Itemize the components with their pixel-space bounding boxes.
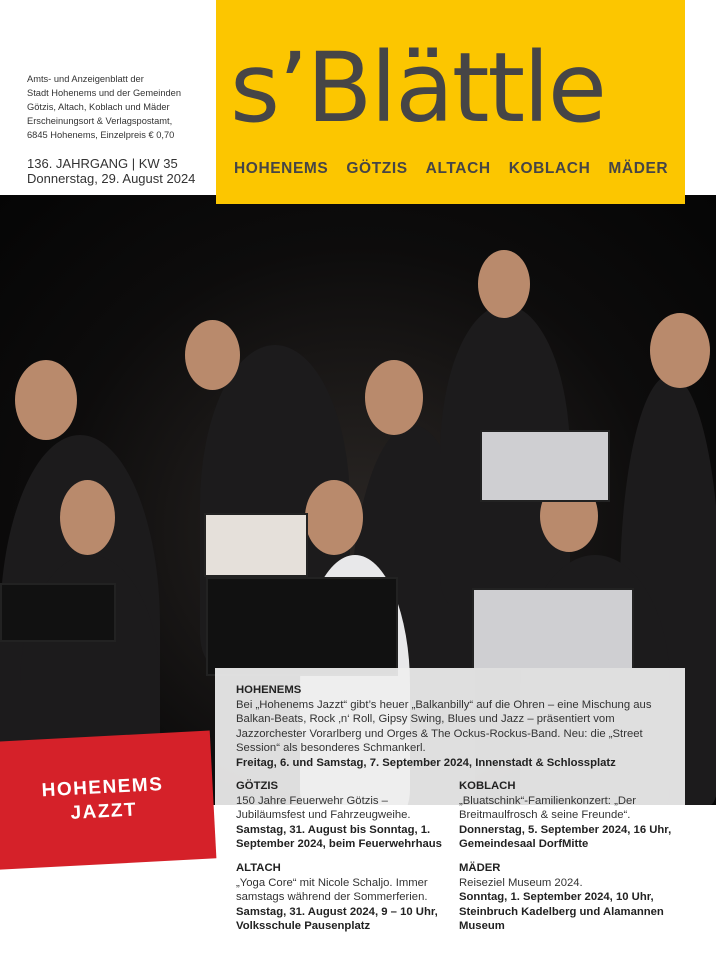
town: ALTACH [425, 160, 491, 177]
info-line: Amts- und Anzeigenblatt der [27, 74, 144, 84]
info-line: 6845 Hohenems, Einzelpreis € 0,70 [27, 130, 175, 140]
publisher-info [27, 72, 212, 142]
feature-heading: HOHENEMS [236, 684, 302, 696]
town: GÖTZIS [346, 160, 408, 177]
event-desc: 150 Jahre Feuerwehr Götzis – Jubiläumsfest und Fahrzeugweihe. [236, 794, 411, 821]
event-when: Sonntag, 1. September 2024, 10 Uhr, Steinbruch Kadelberg und Alamannen Museum [459, 891, 664, 932]
issue-number: 136. JAHRGANG | KW 35 [27, 156, 178, 171]
town: MÄDER [608, 160, 669, 177]
feature-article [236, 683, 676, 770]
event-town: GÖTZIS [236, 780, 279, 792]
event-koblach [459, 779, 681, 852]
event-town: MÄDER [459, 862, 501, 874]
issue-date: Donnerstag, 29. August 2024 [27, 171, 196, 186]
event-desc: „Bluatschink“-Familienkonzert: „Der Breitmaulfrosch & seine Freunde“. [459, 794, 637, 821]
town: HOHENEMS [234, 160, 329, 177]
event-mader [459, 861, 674, 934]
event-town: KOBLACH [459, 780, 516, 792]
issue-info [27, 156, 195, 186]
info-line: Erscheinungsort & Verlagspostamt, [27, 116, 173, 126]
event-when: Samstag, 31. August bis Sonntag, 1. September 2024, beim Feuerwehrhaus [236, 823, 442, 850]
info-line: Stadt Hohenems und der Gemeinden [27, 88, 182, 98]
town: KOBLACH [508, 160, 591, 177]
event-when: Donnerstag, 5. September 2024, 16 Uhr, Gemeindesaal DorfMitte [459, 823, 672, 850]
feature-when: Freitag, 6. und Samstag, 7. September 2024, Innenstadt & Schlossplatz [236, 756, 616, 769]
town-list [234, 160, 668, 178]
feature-banner [0, 730, 216, 869]
event-desc: „Yoga Core“ mit Nicole Schaljo. Immer samstags während der Sommerferien. [236, 876, 428, 903]
event-altach [236, 861, 451, 934]
event-when: Samstag, 31. August 2024, 9 – 10 Uhr, Volksschule Pausenplatz [236, 905, 438, 932]
banner-line: HOHENEMS [41, 774, 164, 802]
feature-body: Bei „Hohenems Jazzt“ gibt’s heuer „Balkanbilly“ auf die Ohren – eine Mischung aus Balkan-Beats, Rock ‚n‘ Roll, Gipsy Swing, Blues und Jazz – präsentiert vom Jazzorchester Vorarlberg und Orges & The Ockus-Rockus-Band. Neu: die „Street Session“ als besonderes Schmankerl. [236, 698, 652, 754]
event-desc: Reiseziel Museum 2024. [459, 876, 583, 889]
banner-line: JAZZT [69, 799, 138, 824]
info-line: Götzis, Altach, Koblach und Mäder [27, 102, 170, 112]
event-gotzis [236, 779, 451, 852]
event-town: ALTACH [236, 862, 281, 874]
logo: s’Blättle [230, 32, 605, 144]
brand-block [216, 0, 685, 204]
